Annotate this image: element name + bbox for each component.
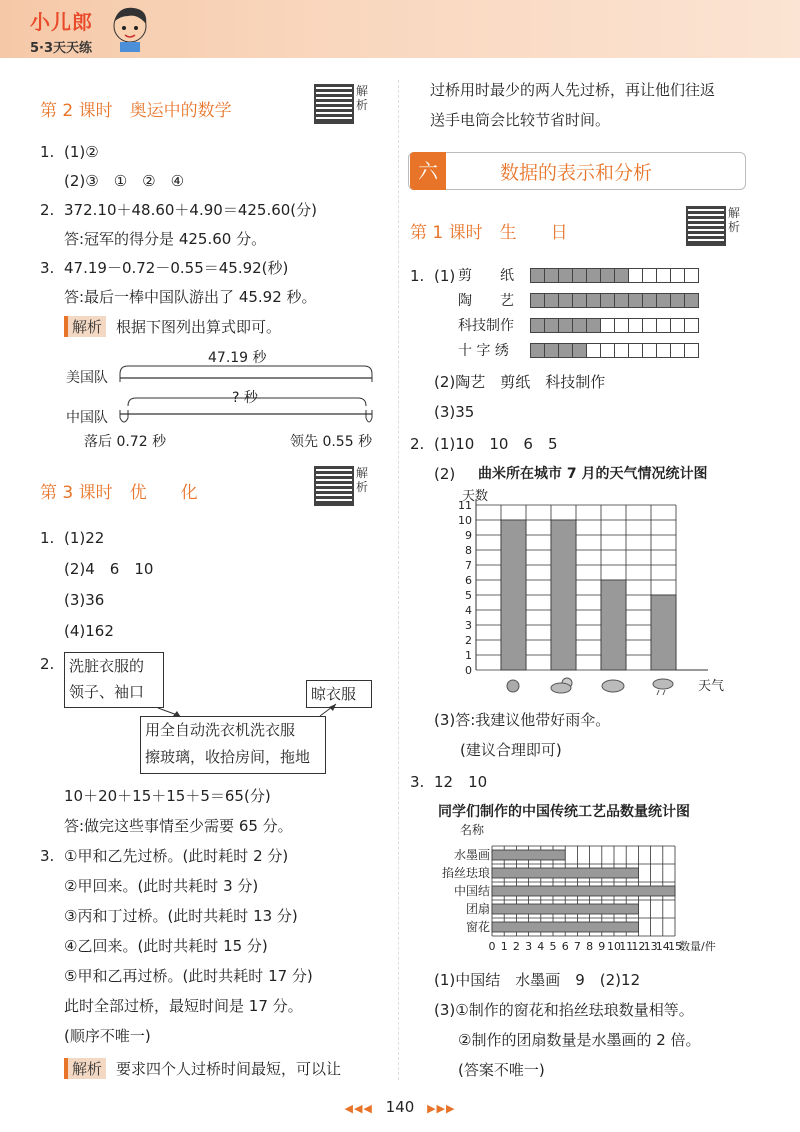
r-lesson-1-title: 第 1 课时 生 日 <box>410 223 568 243</box>
r-q2-ans3-note: (建议合理即可) <box>460 741 562 759</box>
craft-bar <box>492 850 565 860</box>
page-footer <box>0 1098 800 1116</box>
x-tick-label: 8 <box>586 940 594 953</box>
analysis-text: 根据下图列出算式即可。 <box>116 318 282 336</box>
l3-q3-step4: ④乙回来。(此时共耗时 15 分) <box>64 937 268 955</box>
y-tick-label: 2 <box>465 634 472 647</box>
r-q3-ans1: 12 10 <box>434 773 488 791</box>
r-q2-ans3: (3)答:我建议他带好雨伞。 <box>434 711 611 729</box>
tally-cell-filled <box>530 318 545 333</box>
x-tick-label: 7 <box>573 940 581 953</box>
diagram-usa-label: 美国队 <box>66 370 108 386</box>
tally-cell-filled <box>558 343 573 358</box>
x-tick-label: 0 <box>488 940 496 953</box>
tally-row-cells <box>530 318 698 333</box>
qr-code-lesson-3[interactable] <box>314 466 369 508</box>
l3-q2-number: 2. <box>40 655 55 673</box>
r-q1-number: 1. <box>410 267 425 285</box>
tally-cell-empty <box>614 318 629 333</box>
r-q2-ans1: (1)10 10 6 5 <box>434 435 558 453</box>
category-label: 掐丝珐琅 <box>441 866 490 880</box>
l3-q1-number: 1. <box>40 529 55 547</box>
r-q3-a2: (3)①制作的窗花和掐丝珐琅数量相等。 <box>434 1001 694 1019</box>
next-arrows-icon: ▶▶▶ <box>427 1102 456 1115</box>
rain-icon <box>657 690 659 695</box>
q1-answer-1: (1)② <box>64 143 99 161</box>
rain-icon <box>663 690 665 695</box>
tally-cell-empty <box>628 268 643 283</box>
x-tick-label: 9 <box>598 940 606 953</box>
tally-cell-filled <box>600 293 615 308</box>
tally-cell-empty <box>600 343 615 358</box>
flow-box-main-l1: 用全自动洗衣机洗衣服 <box>145 721 296 739</box>
tally-row-cells <box>530 293 698 308</box>
analysis-1 <box>64 316 281 337</box>
x-tick-label: 2 <box>512 940 520 953</box>
analysis-tag: 解析 <box>64 316 106 337</box>
tally-cell-filled <box>572 293 587 308</box>
weather-chart-title: 曲米所在城市 7 月的天气情况统计图 <box>478 466 708 482</box>
r-q1-ans2: (2)陶艺 剪纸 科技制作 <box>434 373 606 391</box>
l3-q3-conclusion: 此时全部过桥，最短时间是 17 分。 <box>64 997 303 1015</box>
chart-ylabel: 天数 <box>462 489 489 504</box>
tally-cell-empty <box>586 343 601 358</box>
qr-icon <box>314 466 354 506</box>
sunny-icon <box>507 680 519 692</box>
tally-cell-filled <box>586 268 601 283</box>
x-tick-label: 13 <box>643 940 658 953</box>
tally-cell-filled <box>572 268 587 283</box>
tally-cell-filled <box>600 268 615 283</box>
r-q2-number: 2. <box>410 435 425 453</box>
flow-box-collar-l2: 领子、袖口 <box>69 683 145 701</box>
x-tick-label: 5 <box>549 940 557 953</box>
l3-q3-note: (顺序不唯一) <box>64 1027 151 1045</box>
tally-row-label: 陶 艺 <box>458 293 514 309</box>
cloudy-icon <box>602 680 624 692</box>
lesson-2-title: 第 2 课时 奥运中的数学 <box>40 101 232 121</box>
tally-cell-empty <box>670 268 685 283</box>
jiexi-label: 解析 <box>728 206 741 234</box>
diagram-china-label: 中国队 <box>66 410 108 426</box>
weather-bar-chart <box>440 486 740 700</box>
r-q2-sub2: (2) <box>434 465 456 483</box>
l3-q3-step5: ⑤甲和乙再过桥。(此时共耗时 17 分) <box>64 967 313 985</box>
q2-equation: 372.10＋48.60＋4.90＝425.60(分) <box>64 201 318 219</box>
tally-cell-empty <box>642 318 657 333</box>
qr-code-r-lesson-1[interactable] <box>686 206 741 248</box>
category-label: 团扇 <box>465 902 490 916</box>
x-tick-label: 14 <box>655 940 670 953</box>
prev-arrows-icon: ◀◀◀ <box>344 1102 373 1115</box>
tally-cell-filled <box>572 343 587 358</box>
tally-cell-filled <box>530 343 545 358</box>
tally-cell-empty <box>642 268 657 283</box>
brand-series: 5·3天天练 <box>30 41 93 56</box>
y-tick-label: 5 <box>465 589 472 602</box>
tally-cell-filled <box>642 293 657 308</box>
analysis-text: 要求四个人过桥时间最短，可以让 <box>116 1060 342 1078</box>
y-tick-label: 1 <box>465 649 472 662</box>
flow-arrows <box>140 700 340 740</box>
tally-cell-filled <box>670 293 685 308</box>
analysis-tag: 解析 <box>64 1058 106 1079</box>
r-q3-a3: ②制作的团扇数量是水墨画的 2 倍。 <box>458 1031 701 1049</box>
line-segment-diagram <box>110 362 380 438</box>
tally-cell-filled <box>558 268 573 283</box>
tally-cell-empty <box>656 343 671 358</box>
x-tick-label: 15 <box>668 940 682 953</box>
qr-icon <box>686 206 726 246</box>
y-tick-label: 8 <box>465 544 472 557</box>
q2-answer: 答:冠军的得分是 425.60 分。 <box>64 230 267 248</box>
l3-q3-step3: ③丙和丁过桥。(此时共耗时 13 分) <box>64 907 298 925</box>
continuation-line-1: 过桥用时最少的两人先过桥，再让他们往返 <box>430 81 716 99</box>
column-divider <box>398 80 399 1080</box>
continuation-line-2: 送手电筒会比较节省时间。 <box>430 111 611 129</box>
tally-cell-filled <box>530 293 545 308</box>
l3-q3-step1: ①甲和乙先过桥。(此时耗时 2 分) <box>64 847 289 865</box>
chart-xlabel: 天气 <box>698 679 725 694</box>
category-label: 窗花 <box>465 920 490 934</box>
craft-chart-title: 同学们制作的中国传统工艺品数量统计图 <box>438 804 690 820</box>
q3-number: 3. <box>40 259 55 277</box>
jiexi-label: 解析 <box>356 84 369 112</box>
craft-bar-chart <box>430 822 760 962</box>
tally-row-label: 剪 纸 <box>458 268 514 284</box>
section-title: 数据的表示和分析 <box>500 162 653 184</box>
tally-row-label: 十 字 绣 <box>458 343 509 359</box>
lesson-3-title: 第 3 课时 优 化 <box>40 483 198 503</box>
diagram-left-note: 落后 0.72 秒 <box>84 434 167 450</box>
flow-box-dry: 晾衣服 <box>306 680 372 708</box>
tally-cell-empty <box>642 343 657 358</box>
diagram-right-note: 领先 0.55 秒 <box>290 434 373 450</box>
tally-cell-filled <box>544 268 559 283</box>
tally-cell-empty <box>656 268 671 283</box>
page-number: 140 <box>385 1098 415 1116</box>
tally-cell-filled <box>572 318 587 333</box>
section-number: 六 <box>410 152 446 190</box>
craft-bar <box>492 886 675 896</box>
l3-q2-equation: 10＋20＋15＋15＋5＝65(分) <box>64 787 271 805</box>
tally-cell-empty <box>670 318 685 333</box>
tally-cell-empty <box>656 318 671 333</box>
tally-cell-empty <box>614 343 629 358</box>
r-q3-a4: (答案不唯一) <box>458 1061 545 1079</box>
y-tick-label: 10 <box>458 514 472 527</box>
l3-q1-a2: (2)4 6 10 <box>64 560 154 578</box>
r-q3-number: 3. <box>410 773 425 791</box>
qr-code-lesson-2[interactable] <box>314 84 369 126</box>
tally-cell-empty <box>628 343 643 358</box>
q1-number: 1. <box>40 143 55 161</box>
y-tick-label: 3 <box>465 619 472 632</box>
qr-icon <box>314 84 354 124</box>
brand-name: 小儿郎 <box>30 10 93 34</box>
tally-cell-filled <box>544 293 559 308</box>
tally-cell-filled <box>628 293 643 308</box>
y-tick-label: 7 <box>465 559 472 572</box>
tally-cell-empty <box>684 318 699 333</box>
category-label: 水墨画 <box>453 848 490 862</box>
tally-cell-empty <box>684 268 699 283</box>
r-q1-sub1: (1) <box>434 267 456 285</box>
tally-cell-filled <box>614 293 629 308</box>
l3-q3-number: 3. <box>40 847 55 865</box>
flow-box-collar-l1: 洗脏衣服的 <box>69 657 145 675</box>
l3-q1-a3: (3)36 <box>64 591 105 609</box>
chart-ylabel: 名称 <box>460 823 485 837</box>
l3-q2-answer: 答:做完这些事情至少需要 65 分。 <box>64 817 293 835</box>
tally-cell-filled <box>614 268 629 283</box>
tally-cell-filled <box>586 293 601 308</box>
q3-answer: 答:最后一棒中国队游出了 45.92 秒。 <box>64 288 317 306</box>
tally-cell-empty <box>684 343 699 358</box>
category-label: 中国结 <box>453 884 490 898</box>
y-tick-label: 4 <box>465 604 472 617</box>
x-tick-label: 1 <box>500 940 508 953</box>
tally-cell-filled <box>544 343 559 358</box>
weather-bar <box>651 595 676 670</box>
tally-cell-filled <box>558 318 573 333</box>
tally-cell-filled <box>586 318 601 333</box>
weather-bar <box>551 520 576 670</box>
weather-bar <box>601 580 626 670</box>
brand-logo <box>30 6 93 56</box>
tally-cell-empty <box>670 343 685 358</box>
x-tick-label: 3 <box>525 940 533 953</box>
weather-bar <box>501 520 526 670</box>
tally-cell-filled <box>656 293 671 308</box>
y-tick-label: 6 <box>465 574 472 587</box>
y-tick-label: 0 <box>465 664 472 677</box>
r-q3-a1: (1)中国结 水墨画 9 (2)12 <box>434 971 641 989</box>
x-tick-label: 10 <box>607 940 621 953</box>
r-q1-ans3: (3)35 <box>434 403 475 421</box>
y-tick-label: 9 <box>465 529 472 542</box>
q2-number: 2. <box>40 201 55 219</box>
tally-cell-filled <box>684 293 699 308</box>
mascot-icon <box>108 4 152 54</box>
craft-bar <box>492 922 638 932</box>
craft-bar <box>492 868 638 878</box>
tally-row-cells <box>530 343 698 358</box>
l3-q3-step2: ②甲回来。(此时共耗时 3 分) <box>64 877 259 895</box>
x-tick-label: 4 <box>537 940 545 953</box>
y-tick-label: 11 <box>458 499 472 512</box>
x-tick-label: 12 <box>631 940 646 953</box>
l3-q1-a1: (1)22 <box>64 529 105 547</box>
analysis-2 <box>64 1058 341 1079</box>
tally-row-cells <box>530 268 698 283</box>
q3-equation: 47.19－0.72－0.55＝45.92(秒) <box>64 259 289 277</box>
diagram-top-label: 47.19 秒 <box>208 350 267 366</box>
rain-icon <box>653 679 673 689</box>
tally-cell-filled <box>558 293 573 308</box>
l3-q1-a4: (4)162 <box>64 622 114 640</box>
jiexi-label: 解析 <box>356 466 369 494</box>
flow-box-main-l2: 擦玻璃，收拾房间，拖地 <box>145 748 311 766</box>
q1-answer-2: (2)③ ① ② ④ <box>64 172 185 190</box>
tally-cell-empty <box>628 318 643 333</box>
tally-cell-empty <box>600 318 615 333</box>
partly-cloudy-icon <box>551 683 571 693</box>
tally-cell-filled <box>544 318 559 333</box>
tally-cell-filled <box>530 268 545 283</box>
tally-row-label: 科技制作 <box>458 318 514 334</box>
craft-bar <box>492 904 638 914</box>
x-tick-label: 6 <box>561 940 569 953</box>
diagram-mid-label: ? 秒 <box>232 390 258 406</box>
chart-xlabel: 数量/件 <box>679 940 716 953</box>
x-tick-label: 11 <box>619 940 634 953</box>
